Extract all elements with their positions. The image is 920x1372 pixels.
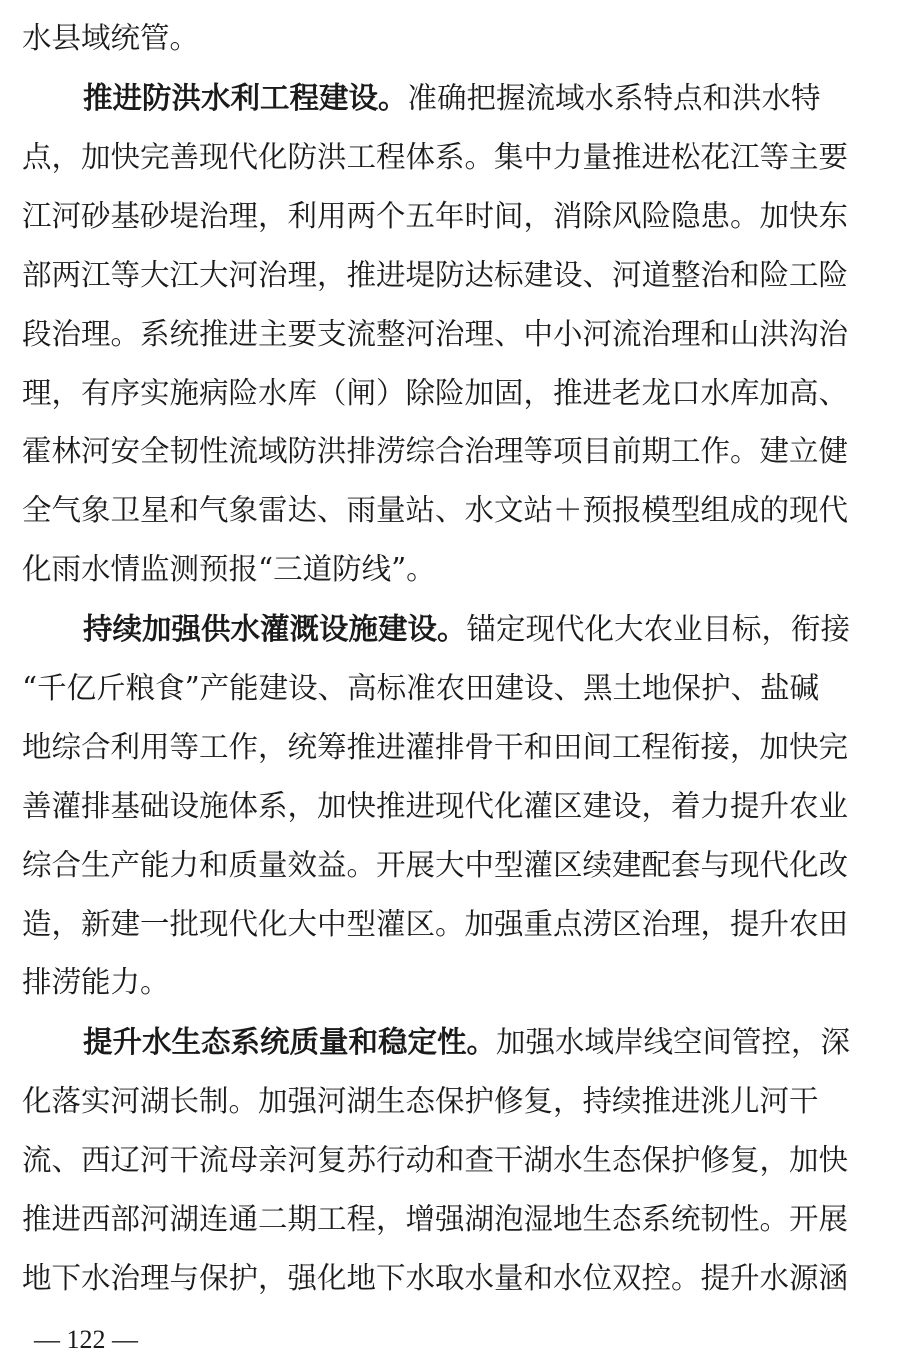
paragraph-first-line — [83, 609, 898, 649]
text-line: 理，有序实施病险水库（闸）除险加固，推进老龙口水库加高、 — [22, 376, 849, 410]
text-line: 全气象卫星和气象雷达、雨量站、水文站＋预报模型组成的现代 — [22, 493, 849, 527]
text-line: 水县域统管。 — [22, 21, 200, 55]
text-line: 善灌排基础设施体系，加快推进现代化灌区建设，着力提升农业 — [22, 789, 849, 823]
text-line: 造，新建一批现代化大中型灌区。加强重点涝区治理，提升农田 — [22, 907, 849, 941]
text-line: “千亿斤粮食”产能建设、高标准农田建设、黑土地保护、盐碱 — [22, 671, 820, 705]
text-line: 化雨水情监测预报“三道防线”。 — [22, 552, 436, 586]
paragraph-first-line — [83, 1022, 898, 1062]
text-line: 段治理。系统推进主要支流整河治理、中小河流治理和山洪沟治 — [22, 317, 849, 351]
text-line: 化落实河湖长制。加强河湖生态保护修复，持续推进洮儿河干 — [22, 1084, 819, 1118]
text-line: 部两江等大江大河治理，推进堤防达标建设、河道整治和险工险 — [22, 258, 849, 292]
text-line: 地下水治理与保护，强化地下水取水量和水位双控。提升水源涵 — [22, 1261, 849, 1295]
text-run: 锚定现代化大农业目标，衔接 — [466, 612, 851, 646]
text-run: 加强水域岸线空间管控，深 — [496, 1025, 851, 1059]
text-line: 江河砂基砂堤治理，利用两个五年时间，消除风险隐患。加快东 — [22, 199, 849, 233]
text-line: 流、西辽河干流母亲河复苏行动和查干湖水生态保护修复，加快 — [22, 1143, 849, 1177]
text-line: 霍林河安全韧性流域防洪排涝综合治理等项目前期工作。建立健 — [22, 434, 849, 468]
page-number: — 122 — — [34, 1325, 138, 1354]
paragraph-first-line — [83, 78, 898, 118]
text-line: 综合生产能力和质量效益。开展大中型灌区续建配套与现代化改 — [22, 848, 849, 882]
text-line: 推进西部河湖连通二期工程，增强湖泡湿地生态系统韧性。开展 — [22, 1202, 849, 1236]
text-run: 准确把握流域水系特点和洪水特 — [407, 81, 821, 115]
section-heading: 推进防洪水利工程建设。 — [83, 80, 408, 115]
section-heading: 持续加强供水灌溉设施建设。 — [83, 611, 467, 646]
section-heading: 提升水生态系统质量和稳定性。 — [83, 1024, 497, 1059]
text-line: 点，加快完善现代化防洪工程体系。集中力量推进松花江等主要 — [22, 140, 849, 174]
text-line: 排涝能力。 — [22, 965, 170, 999]
text-line: 地综合利用等工作，统筹推进灌排骨干和田间工程衔接，加快完 — [22, 730, 849, 764]
